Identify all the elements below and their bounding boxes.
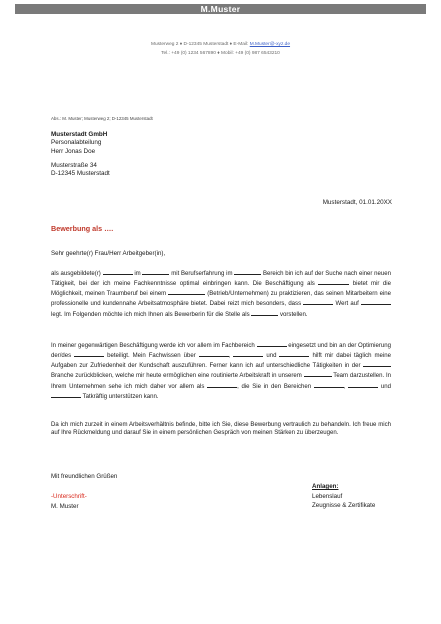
blank-field <box>251 309 278 316</box>
text-segment: mit Berufserfahrung im <box>171 271 233 277</box>
text-segment: , <box>228 353 231 360</box>
paragraph-confidential: Da ich mich zurzeit in einem Arbeitsverhältnis befinde, bitte ich Sie, diese Bewerbung vertraulich zu behandeln. Ich freue mich auf Ihre Rückmeldung und darauf Sie in einem persönlichen Gespräch von meinen Stärken zu überzeugen. <box>51 422 391 437</box>
salutation: Sehr geehrte(r) Frau/Herr Arbeitgeber(in), <box>51 250 166 257</box>
blank-field <box>199 350 231 360</box>
blank-field <box>234 268 261 275</box>
signature-placeholder: -Unterschrift- <box>51 493 87 500</box>
text-segment: , <box>343 383 346 390</box>
text-segment: vorstellen. <box>280 311 308 318</box>
text-segment: Tatkräftig unterstützen kann. <box>82 393 159 400</box>
blank-field <box>233 350 263 357</box>
blank-field <box>51 391 81 398</box>
recipient-company: Musterstadt GmbH <box>51 131 108 138</box>
sender-name: M. Muster <box>51 503 79 510</box>
letterhead-address-text: Musterweg 2 ♦ D-12345 Musterstadt ♦ E-Mail: <box>150 42 249 47</box>
text-segment: bietet mir die Möglichkeit, meinen Traumberuf bei einem <box>51 281 391 298</box>
text-segment: und <box>380 383 391 390</box>
date-line: Musterstadt, 01.01.20XX <box>322 199 392 206</box>
recipient-block <box>51 131 110 178</box>
text-segment: (Betrieb/Unternehmen) zu praktizieren, das seinen Mitarbeitern eine professionelle und kundennahe Arbeitsatmosphäre bietet. Dabei reizt mich besonders, dass <box>51 291 392 308</box>
return-address: Abs.: M. Muster; Musterweg 2; D-12345 Musterstadt <box>51 116 153 121</box>
blank-field <box>74 350 104 357</box>
attachment-item: Zeugnisse & Zertifikate <box>312 502 376 509</box>
text-segment: als ausgebildete(r) <box>51 271 101 277</box>
text-segment: legt. Im Folgenden möchte ich mich Ihnen als Bewerberin für die Stelle als <box>51 311 250 318</box>
letterhead-address <box>15 42 426 48</box>
text-segment: Bereich bin ich auf der Suche nach einer neuen Tätigkeit, bei der ich meine Fachkenntnisse optimal einbringen kann. Die Beschäftigung als <box>51 271 391 288</box>
attachments-block <box>312 482 375 511</box>
blank-field <box>142 268 169 275</box>
blank-field <box>304 370 332 377</box>
text-segment: , die Sie in den Bereichen <box>237 383 312 390</box>
email-link[interactable]: M.Muster@-xyz.de <box>249 42 291 47</box>
blank-field <box>361 298 391 305</box>
text-segment: eingesetzt und bin an der Optimierung der/des <box>51 343 391 360</box>
text-segment: im <box>134 271 141 277</box>
blank-field <box>257 340 287 347</box>
text-segment: Branche zurückblicken, welche mir heute ermöglichen eine routinierte Arbeitskraft in unserem <box>51 373 302 380</box>
text-segment: hilft mir dabei täglich meine Aufgaben zur Zufriedenheit der Kundschaft auszuführen. Ferner kann ich auf unterschiedliche Tätigkeiten in der <box>51 353 391 370</box>
letterhead-phone: Tel.: +49 (0) 1234 567890 ♦ Mobil: +49 (0) 987 6543210 <box>161 51 280 56</box>
recipient-department: Personalabteilung <box>51 139 102 147</box>
attachments-title: Anlagen: <box>312 483 339 490</box>
blank-field <box>314 381 344 388</box>
paragraph-intro <box>51 268 391 319</box>
paragraph-current-job <box>51 340 391 401</box>
text-segment: beteiligt. Mein Fachwissen über <box>107 353 196 360</box>
blank-field <box>103 268 133 275</box>
blank-field <box>303 298 333 305</box>
subject-line: Bewerbung als …. <box>51 224 114 233</box>
blank-field <box>363 360 391 367</box>
blank-field <box>279 350 309 357</box>
text-segment: Wert auf <box>335 301 359 308</box>
blank-field <box>318 278 349 285</box>
attachment-item: Lebenslauf <box>312 492 343 500</box>
letterhead-name-bar: M.Muster <box>15 4 426 14</box>
blank-field <box>207 381 237 388</box>
text-segment: In meiner gegenwärtigen Beschäftigung werde ich vor allem im Fachbereich <box>51 343 255 349</box>
text-segment: und <box>266 353 277 360</box>
text-segment: Team darzustellen. In Ihrem Unternehmen sehe ich mich daher vor allem als <box>51 373 391 390</box>
closing-greeting: Mit freundlichen Grüßen <box>51 473 118 480</box>
recipient-city: D-12345 Musterstadt <box>51 170 110 178</box>
recipient-street: Musterstraße 34 <box>51 161 97 169</box>
recipient-person: Herr Jonas Doe <box>51 147 96 155</box>
blank-field <box>168 288 205 295</box>
blank-field <box>348 381 378 388</box>
